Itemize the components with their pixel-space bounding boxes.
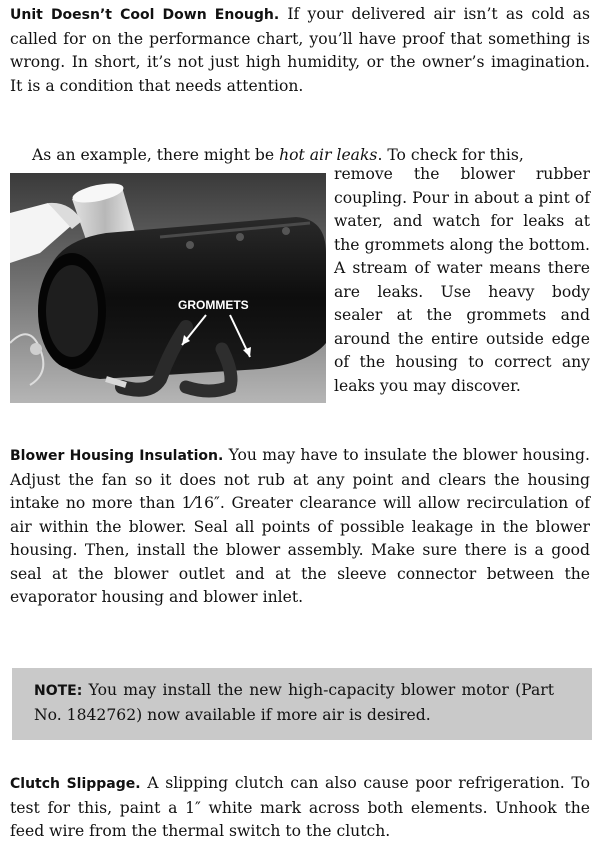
- body-clutch-slippage: A slipping clutch can also cause poor refrigeration. To test for this, paint a 1″ white mark across both elements. Unhook the feed wire from the thermal switch to the clutch.: [10, 774, 590, 840]
- emphasis-hot-air-leaks: hot air leaks: [279, 146, 378, 164]
- blower-housing-illustration: [10, 173, 326, 403]
- intro-hot-air-leaks-end: . To check for this,: [377, 146, 524, 164]
- note-paragraph: [34, 679, 554, 727]
- paragraph-blower-insulation: [10, 444, 590, 610]
- heading-blower-insulation: Blower Housing Insulation.: [10, 448, 224, 464]
- paragraph-unit-cooling: [10, 3, 590, 98]
- heading-unit-cooling: Unit Doesn’t Cool Down Enough.: [10, 7, 280, 23]
- body-blower-insulation-start: You may have to insulate the blower housing. Adjust the fan so it does not rub at any point and clears the housing intake no more than: [10, 446, 590, 512]
- grommets-label: GROMMETS: [178, 298, 249, 312]
- body-unit-cooling: If your delivered air isn’t as cold as called for on the performance chart, you’ll have proof that something is wrong. In short, it’s not just high humidity, or the owner’s imagination. It is a condition that needs attention.: [10, 5, 590, 95]
- body-blower-insulation-end: . Greater clearance will allow recirculation of air within the blower. Seal all points of possible leakage in the blower housing. Then, install the blower assembly. Make sure there is a good seal at the blower outlet and at the sleeve connector between the evaporator housing and blower inlet.: [10, 494, 590, 606]
- blower-housing-photo: [10, 173, 326, 403]
- clearance-fraction: 1⁄16″: [181, 494, 220, 512]
- note-body: You may install the new high-capacity blower motor (Part No. 1842762) now available if more air is desired.: [34, 681, 554, 724]
- paragraph-clutch-slippage: [10, 772, 590, 844]
- paragraph-hot-air-leaks-side: remove the blower rubber coupling. Pour in about a pint of water, and watch for leaks at the grommets along the bottom. A stream of water means there are leaks. Use heavy body sealer at the grommets and around the entire outside edge of the housing to correct any leaks you may discover.: [334, 165, 590, 395]
- heading-clutch-slippage: Clutch Slippage.: [10, 776, 141, 792]
- note-label: NOTE:: [34, 683, 83, 699]
- intro-hot-air-leaks: As an example, there might be: [32, 146, 280, 164]
